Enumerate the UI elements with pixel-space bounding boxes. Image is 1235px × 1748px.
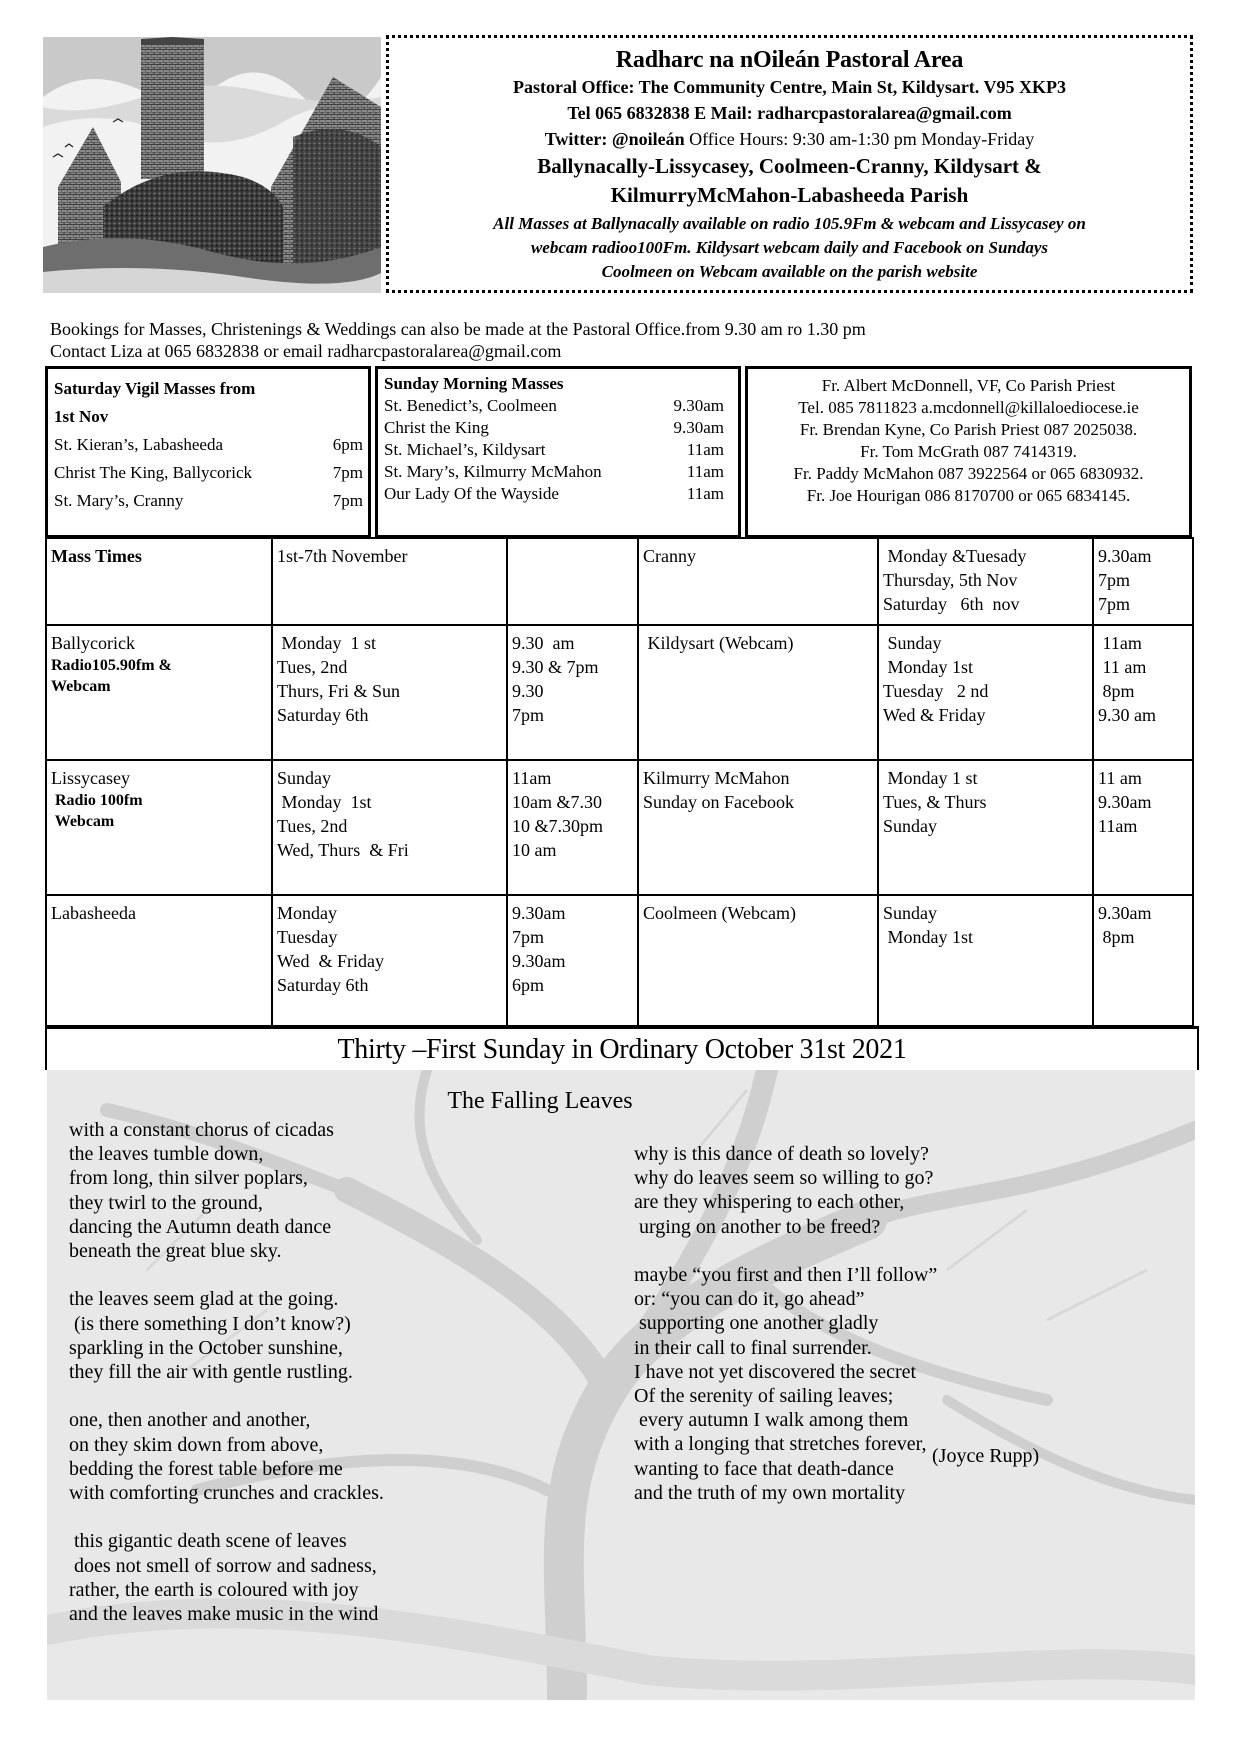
poem-author: (Joyce Rupp) (932, 1445, 1040, 1467)
day-line: Wed & Friday (277, 951, 385, 971)
sunday-item (384, 439, 732, 461)
sunday-church: Our Lady Of the Wayside (384, 484, 559, 503)
broadcast-note: Sunday on Facebook (643, 792, 794, 812)
vigil-church: Christ The King, Ballycorick (54, 463, 252, 482)
poem-line: with a longing that stretches forever, (634, 1433, 927, 1456)
twitter-handle: Twitter: @noileán (544, 129, 685, 149)
church-ruin-illustration (43, 37, 381, 293)
time-line: 10 am (512, 840, 557, 860)
mass-times-header: Mass Times (46, 538, 272, 625)
time-line: 11am (1098, 633, 1142, 653)
bookings-line: Bookings for Masses, Christenings & Weddings can also be made at the Pastoral Office.from 9.30 am ro 1.30 pm (50, 319, 866, 339)
priest-line: Fr. Tom McGrath 087 7414319. (860, 442, 1077, 461)
poem-line: one, then another and another, (69, 1409, 311, 1432)
poem-line: rather, the earth is coloured with joy (69, 1578, 359, 1601)
days-cell (878, 625, 1093, 760)
poem-line: with a constant chorus of cicadas (69, 1119, 334, 1141)
bookings-contact-line: Contact Liza at 065 6832838 or email radharcpastoralarea@gmail.com (50, 341, 562, 361)
pastoral-area-title: Radharc na nOileán Pastoral Area (615, 47, 964, 73)
header-box (386, 35, 1193, 293)
priest-line: Tel. 085 7811823 a.mcdonnell@killaloediocese.ie (798, 398, 1139, 417)
time-line: 9.30 am (1098, 705, 1156, 725)
vigil-title-date: 1st Nov (54, 407, 109, 426)
sunday-title-band: Thirty –First Sunday in Ordinary October 31st 2021 (45, 1026, 1199, 1070)
days-cell (878, 895, 1093, 1026)
poem-line: the leaves seem glad at the going. (69, 1288, 339, 1311)
place-cell: Cranny (638, 538, 878, 625)
time-line: 9.30am (512, 951, 566, 971)
poem-line: maybe “you first and then I’ll follow” (634, 1264, 938, 1286)
time-line: 9.30 am (512, 633, 575, 653)
time-line: 9.30am (1098, 792, 1152, 812)
priest-line: Fr. Brendan Kyne, Co Parish Priest 087 2025038. (799, 420, 1138, 439)
day-line: Tues, 2nd (277, 816, 348, 836)
parishes-line-1: Ballynacally-Lissycasey, Coolmeen-Cranny, Kildysart & (537, 154, 1042, 178)
poem-title: The Falling Leaves (447, 1088, 633, 1114)
poem-line (69, 1384, 384, 1408)
priest-line: Fr. Joe Hourigan 086 8170700 or 065 6834145. (806, 486, 1131, 505)
sunday-morning-box (375, 366, 741, 538)
poem-line: every autumn I walk among them (634, 1409, 909, 1432)
times-cell (507, 760, 638, 895)
vigil-item (54, 487, 363, 515)
days-cell (878, 538, 1093, 625)
broadcast-note: Webcam (51, 813, 115, 830)
time-line: 11 am (1098, 657, 1147, 677)
sunday-item (384, 417, 732, 439)
time-line: 8pm (1098, 927, 1135, 947)
place-name: Kilmurry McMahon (643, 768, 790, 788)
mass-times-table (45, 537, 1194, 1027)
day-line: Tues, & Thurs (883, 792, 987, 812)
sunday-item (384, 395, 732, 417)
days-cell (272, 760, 507, 895)
broadcast-note: Radio 100fm (51, 792, 143, 809)
time-line: 9.30am (1098, 903, 1152, 923)
day-line: Thursday, 5th Nov (883, 570, 1018, 590)
sunday-time: 11am (686, 440, 724, 459)
priests-contact-box (745, 366, 1192, 538)
mass-times-period: 1st-7th November (272, 538, 507, 625)
broadcast-line: All Masses at Ballynacally available on radio 105.9Fm & webcam and Lissycasey on (493, 214, 1086, 233)
vigil-item (54, 459, 363, 487)
place-name: Coolmeen (Webcam) (643, 903, 796, 923)
time-line: 10am &7.30 (512, 792, 602, 812)
days-cell (272, 625, 507, 760)
day-line: Sunday (277, 768, 331, 788)
place-cell (46, 760, 272, 895)
priest-line: Fr. Albert McDonnell, VF, Co Parish Priest (821, 376, 1116, 395)
poem-line: this gigantic death scene of leaves (69, 1530, 347, 1553)
office-hours: Office Hours: 9:30 am-1:30 pm Monday-Friday (684, 129, 1035, 149)
table-row (46, 760, 1193, 895)
broadcast-info (389, 212, 1190, 284)
day-line: Sunday (883, 816, 937, 836)
place-name: Lissycasey (51, 768, 130, 788)
poem-line: does not smell of sorrow and sadness, (69, 1554, 377, 1577)
poem-line: with comforting crunches and crackles. (69, 1482, 384, 1505)
times-cell (507, 625, 638, 760)
poem-line: why is this dance of death so lovely? (634, 1143, 929, 1165)
day-line: Monday &Tuesady (883, 546, 1027, 566)
vigil-church: St. Kieran’s, Labasheeda (54, 435, 223, 454)
time-line: 11 am (1098, 768, 1142, 788)
sunday-church: St. Benedict’s, Coolmeen (384, 396, 557, 415)
twitter-office-hours (389, 126, 1190, 152)
church-ruin-icon (43, 37, 381, 293)
times-cell (1093, 895, 1193, 1026)
day-line: Tuesday (277, 927, 338, 947)
poem-line: why do leaves seem so willing to go? (634, 1167, 934, 1190)
poem-line: bedding the forest table before me (69, 1457, 343, 1480)
sunday-item (384, 483, 732, 505)
place-cell (638, 895, 878, 1026)
broadcast-note: Radio105.90fm & (51, 657, 172, 674)
poem-line: the leaves tumble down, (69, 1143, 264, 1166)
sunday-time: 9.30am (673, 418, 724, 437)
sunday-title: Sunday Morning Masses (384, 374, 564, 393)
day-line: Monday 1st (883, 657, 973, 677)
sunday-church: St. Mary’s, Kilmurry McMahon (384, 462, 602, 481)
poem-line: are they whispering to each other, (634, 1191, 905, 1214)
day-line: Monday (277, 903, 337, 923)
day-line: Saturday 6th (277, 705, 369, 725)
time-line: 7pm (512, 927, 545, 947)
poem-left-column (69, 1118, 384, 1626)
place-cell (638, 625, 878, 760)
time-line: 8pm (1098, 681, 1135, 701)
poem-line: and the leaves make music in the wind (69, 1603, 379, 1626)
table-row (46, 895, 1193, 1026)
sunday-time: 11am (686, 484, 724, 503)
time-line: 7pm (1098, 570, 1131, 590)
poem-line: and the truth of my own mortality (634, 1481, 906, 1504)
poem-line: Of the serenity of sailing leaves; (634, 1385, 894, 1408)
place-name: Ballycorick (51, 633, 135, 653)
time-line: 9.30am (512, 903, 566, 923)
day-line: Monday 1 st (277, 633, 376, 653)
vigil-time: 6pm (332, 435, 363, 454)
poem-line: they fill the air with gentle rustling. (69, 1361, 353, 1384)
poem-line: they twirl to the ground, (69, 1191, 263, 1214)
poem-line: dancing the Autumn death dance (69, 1215, 332, 1238)
day-line: Saturday 6th (277, 975, 369, 995)
poem-line: in their call to final surrender. (634, 1336, 872, 1359)
vigil-item (54, 431, 363, 459)
times-cell (1093, 625, 1193, 760)
office-contact: Tel 065 6832838 E Mail: radharcpastoralarea@gmail.com (567, 103, 1012, 123)
priest-line: Fr. Paddy McMahon 087 3922564 or 065 6830932. (793, 464, 1144, 483)
place-cell (46, 895, 272, 1026)
times-cell (1093, 760, 1193, 895)
day-line: Sunday (883, 903, 937, 923)
poem-line: I have not yet discovered the secret (634, 1360, 917, 1383)
day-line: Saturday 6th nov (883, 594, 1020, 614)
poem-line: on they skim down from above, (69, 1433, 324, 1456)
time-line: 11am (512, 768, 552, 788)
day-line: Wed, Thurs & Fri (277, 840, 409, 860)
days-cell (272, 895, 507, 1026)
broadcast-note: Webcam (51, 678, 111, 695)
vigil-title: Saturday Vigil Masses from (54, 379, 256, 398)
table-row (46, 538, 1193, 625)
poem-line: or: “you can do it, go ahead” (634, 1288, 865, 1311)
day-line: Wed & Friday (883, 705, 986, 725)
time-line: 7pm (512, 705, 545, 725)
sunday-time: 11am (686, 462, 724, 481)
poem-line: sparkling in the October sunshine, (69, 1336, 343, 1359)
place-cell (638, 760, 878, 895)
vigil-church: St. Mary’s, Cranny (54, 491, 184, 510)
sunday-church: St. Michael’s, Kildysart (384, 440, 546, 459)
poem-line (634, 1239, 937, 1263)
vigil-time: 7pm (332, 491, 363, 510)
broadcast-line: webcam radioo100Fm. Kildysart webcam daily and Facebook on Sundays (530, 238, 1049, 257)
place-cell (46, 625, 272, 760)
parishes-line-2: KilmurryMcMahon-Labasheeda Parish (610, 183, 969, 207)
time-line: 9.30 (512, 681, 544, 701)
time-line: 9.30 & 7pm (512, 657, 599, 677)
table-row (46, 625, 1193, 760)
day-line: Tues, 2nd (277, 657, 348, 677)
bookings-notice (50, 318, 866, 362)
sunday-time: 9.30am (673, 396, 724, 415)
vigil-time: 7pm (332, 463, 363, 482)
times-cell (1093, 538, 1193, 625)
time-line: 9.30am (1098, 546, 1152, 566)
time-line: 10 &7.30pm (512, 816, 604, 836)
poem-line: (is there something I don’t know?) (69, 1312, 351, 1335)
place-name: Labasheeda (51, 903, 136, 923)
poem-line: beneath the great blue sky. (69, 1240, 282, 1263)
day-line: Monday 1st (277, 792, 372, 812)
day-line: Thurs, Fri & Sun (277, 681, 401, 701)
office-address: Pastoral Office: The Community Centre, Main St, Kildysart. V95 XKP3 (513, 77, 1066, 97)
poem-line: wanting to face that death-dance (634, 1457, 894, 1480)
poem-line: supporting one another gladly (634, 1312, 879, 1335)
place-name: Kildysart (Webcam) (643, 633, 794, 653)
time-line: 6pm (512, 975, 545, 995)
day-line: Tuesday 2 nd (883, 681, 989, 701)
saturday-vigil-box (45, 366, 371, 538)
poem-line (69, 1263, 384, 1287)
poem-line (69, 1505, 384, 1529)
days-cell (878, 760, 1093, 895)
times-cell (507, 895, 638, 1026)
broadcast-line: Coolmeen on Webcam available on the parish website (601, 262, 978, 281)
day-line: Monday 1st (883, 927, 973, 947)
time-line: 7pm (1098, 594, 1131, 614)
sunday-item (384, 461, 732, 483)
day-line: Sunday (883, 633, 942, 653)
poem-line: urging on another to be freed? (634, 1215, 881, 1238)
sunday-church: Christ the King (384, 418, 489, 437)
empty-cell (507, 538, 638, 625)
day-line: Monday 1 st (883, 768, 978, 788)
time-line: 11am (1098, 816, 1138, 836)
poem-right-column (634, 1142, 937, 1505)
poem-line: from long, thin silver poplars, (69, 1167, 308, 1190)
